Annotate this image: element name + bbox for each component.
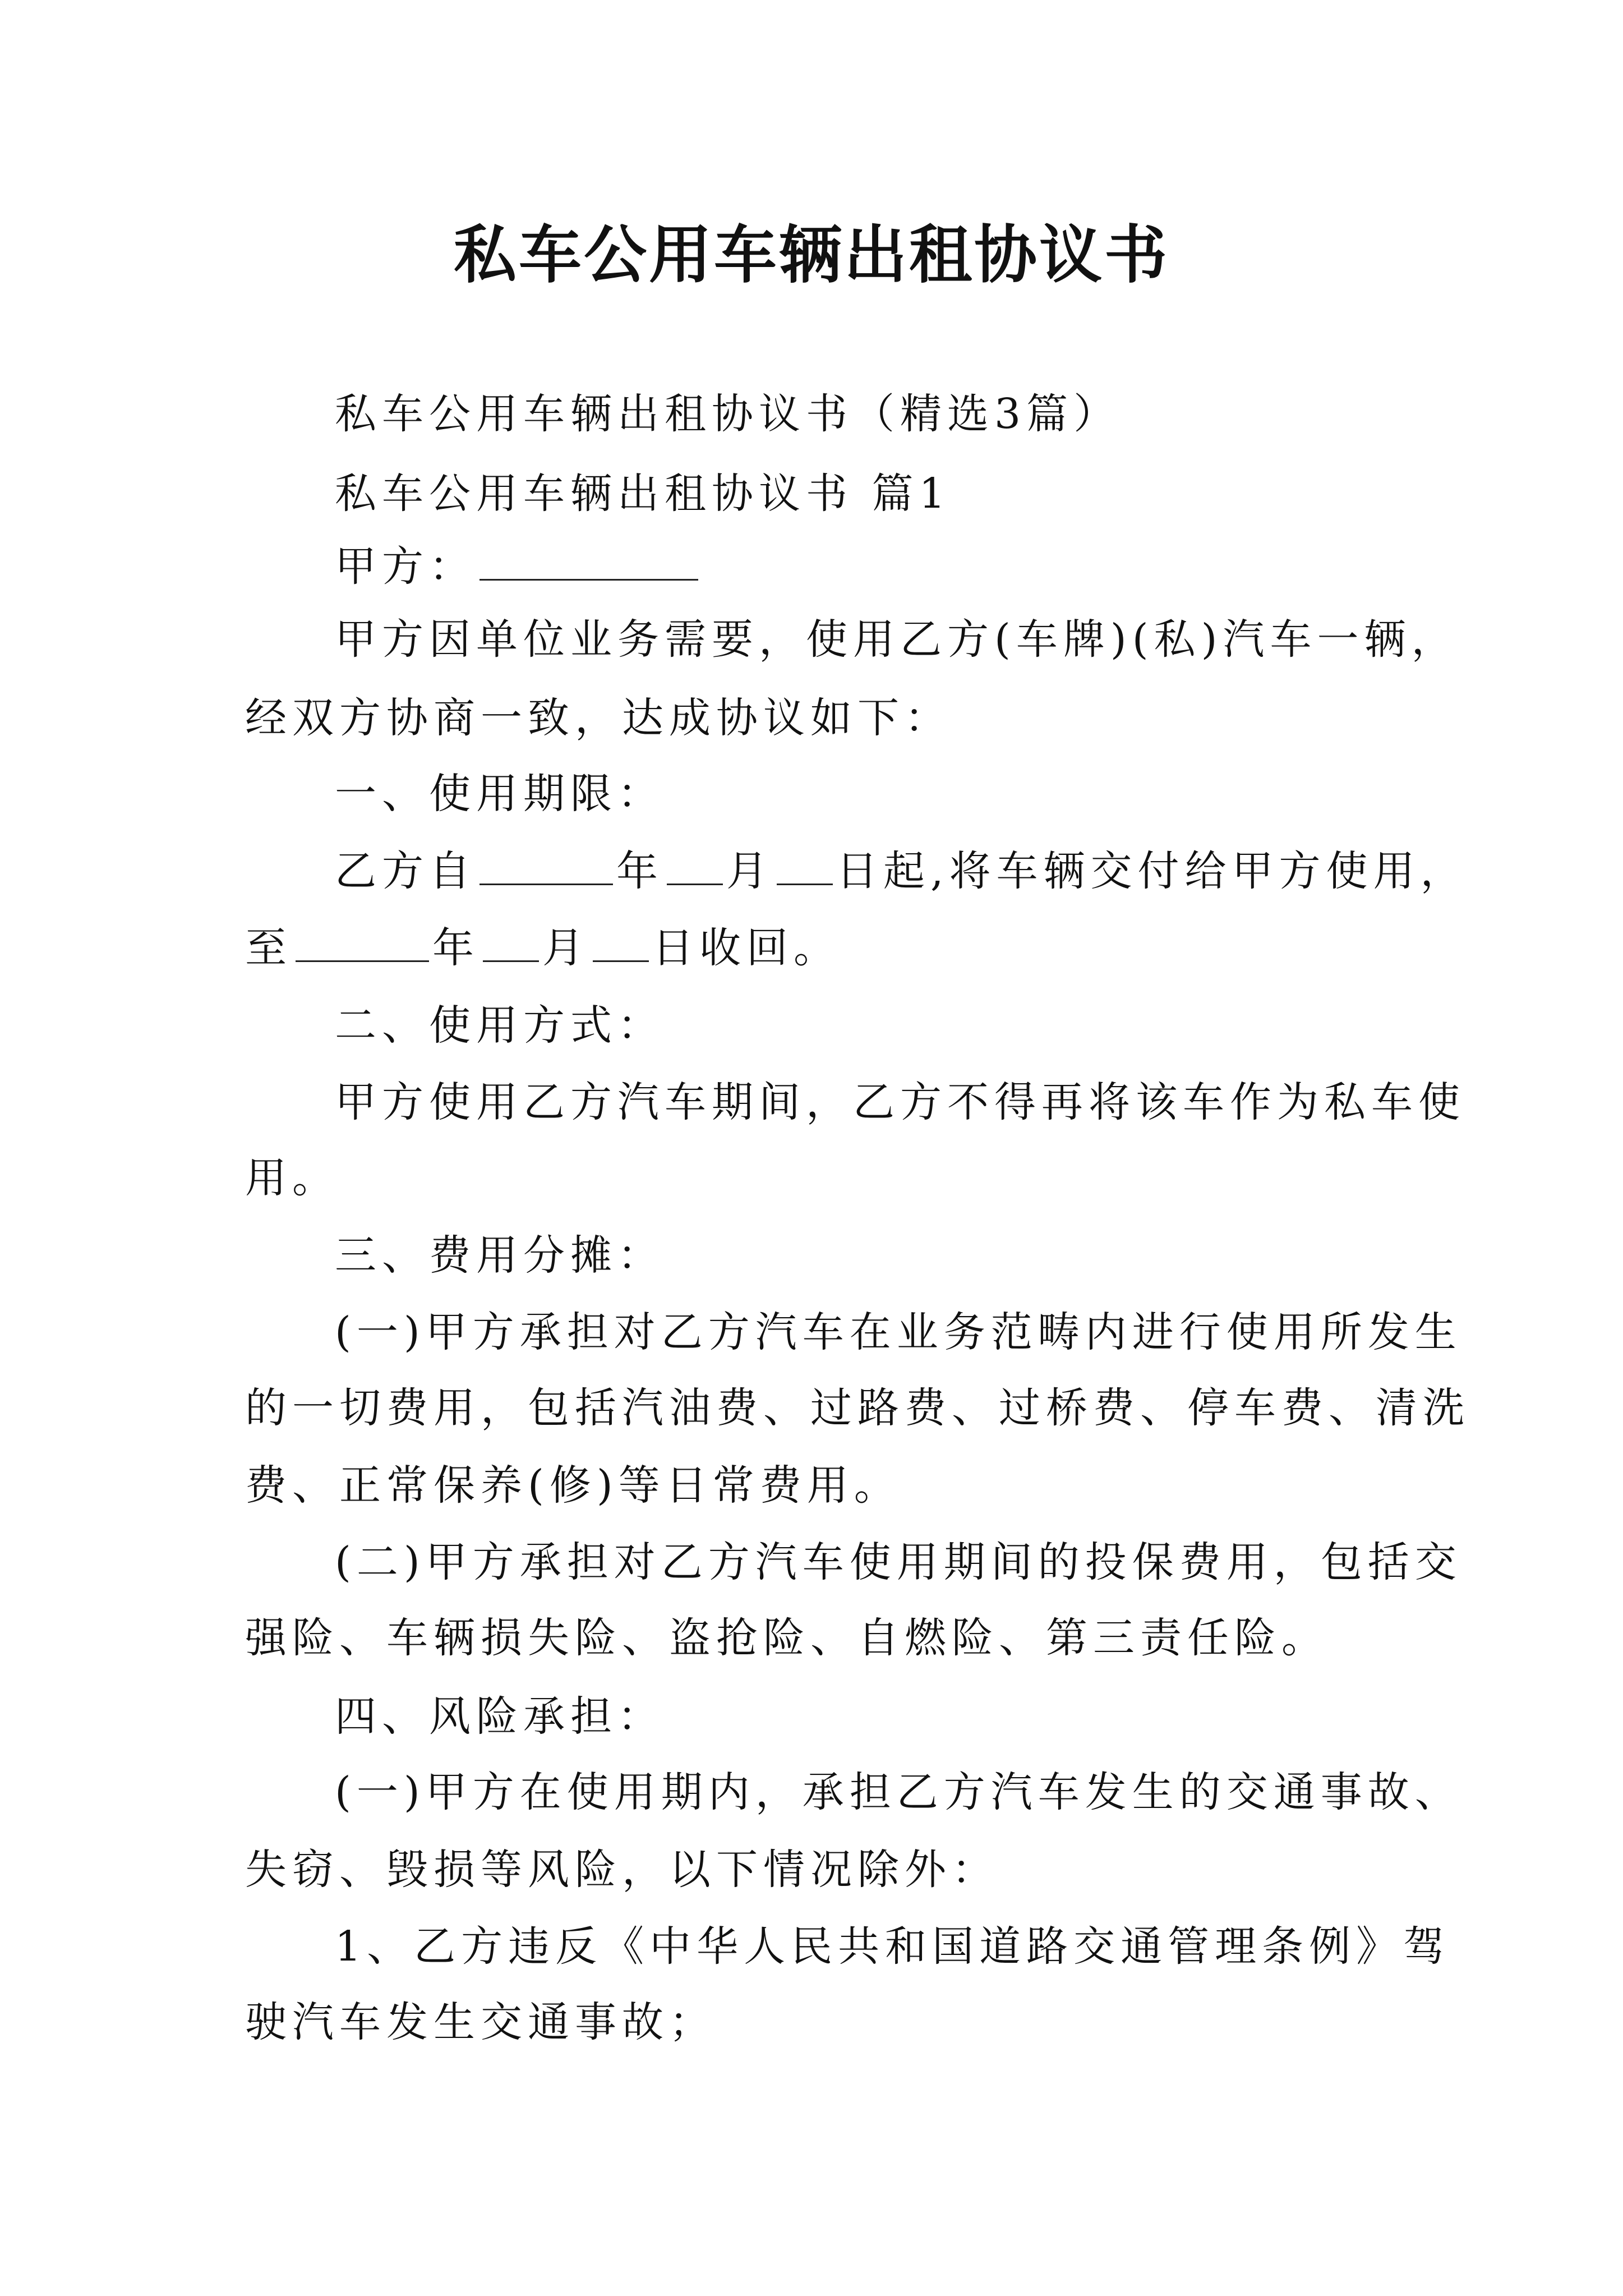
period-from-rest: 日起,将车辆交付给甲方使用， <box>836 847 1468 895</box>
section-2-heading: 二、使用方式： <box>335 1001 665 1050</box>
year-label: 年 <box>432 924 479 972</box>
paragraph-1-line-2: 经双方协商一致，达成协议如下： <box>245 694 952 742</box>
period-line-1 <box>335 843 1468 899</box>
end-day-blank <box>593 921 649 962</box>
section-3-item-1-line-3: 费、正常保养(修)等日常费用。 <box>245 1461 901 1510</box>
subtitle: 私车公用车辆出租协议书（精选3篇） <box>335 390 1121 438</box>
section-2-line-2: 用。 <box>245 1154 339 1202</box>
party-a-label: 甲方： <box>335 542 476 591</box>
section-4-heading: 四、风险承担： <box>335 1692 665 1741</box>
section-4-item-1-line-2: 失窃、毁损等风险，以下情况除外： <box>245 1846 999 1894</box>
section-4-sub-1-line-1: 1、乙方违反《中华人民共和国道路交通管理条例》驾 <box>335 1922 1451 1971</box>
section-3-item-1-line-1: (一)甲方承担对乙方汽车在业务范畴内进行使用所发生 <box>335 1308 1462 1356</box>
section-3-heading: 三、费用分摊： <box>335 1231 665 1280</box>
month-label: 月 <box>726 847 773 895</box>
paragraph-1-line-1: 甲方因单位业务需要，使用乙方(车牌)(私)汽车一辆， <box>335 615 1459 664</box>
end-year-blank <box>296 921 429 962</box>
document-title: 私车公用车辆出租协议书 <box>454 218 1169 292</box>
section-4-item-1-line-1: (一)甲方在使用期内，承担乙方汽车发生的交通事故、 <box>335 1768 1462 1816</box>
start-year-blank <box>479 844 613 885</box>
section-3-item-2-line-2: 强险、车辆损失险、盗抢险、自燃险、第三责任险。 <box>245 1614 1329 1662</box>
period-line-2 <box>245 920 841 976</box>
section-2-line-1: 甲方使用乙方汽车期间，乙方不得再将该车作为私车使 <box>335 1078 1465 1126</box>
period-from-label: 乙方自 <box>335 847 476 895</box>
part-heading: 私车公用车辆出租协议书 篇1 <box>335 470 951 518</box>
section-3-item-1-line-2: 的一切费用，包括汽油费、过路费、过桥费、停车费、清洗 <box>245 1384 1470 1432</box>
end-month-blank <box>483 921 539 962</box>
section-4-sub-1-line-2: 驶汽车发生交通事故； <box>245 1998 716 2046</box>
party-a-blank <box>479 540 698 581</box>
month-label: 月 <box>542 924 589 972</box>
period-to-label: 至 <box>245 924 292 972</box>
start-day-blank <box>777 844 833 885</box>
section-1-heading: 一、使用期限： <box>335 770 665 818</box>
start-month-blank <box>667 844 723 885</box>
year-label: 年 <box>616 847 663 895</box>
section-3-item-2-line-1: (二)甲方承担对乙方汽车使用期间的投保费用，包括交 <box>335 1538 1462 1586</box>
period-to-rest: 日收回。 <box>652 924 841 972</box>
party-a-line <box>335 539 702 595</box>
